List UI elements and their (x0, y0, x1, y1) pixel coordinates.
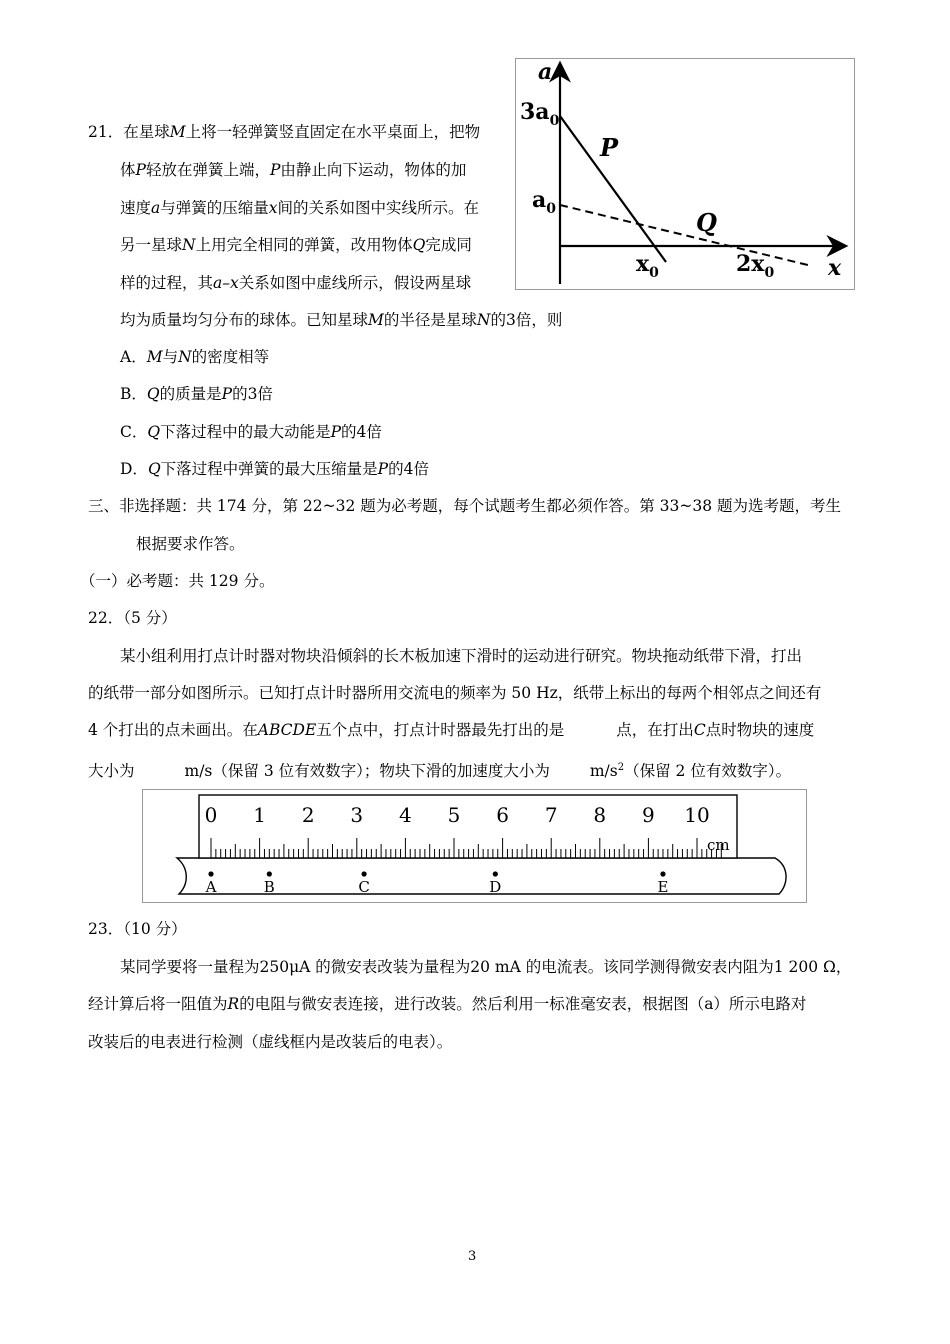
curve-q-dashed (560, 205, 812, 266)
ruler-body (199, 795, 737, 858)
q21-option-b: B．Q的质量是P的3倍 (120, 385, 273, 403)
tape-point-label: E (657, 878, 669, 896)
tape-point-d (493, 871, 498, 876)
q21-option-c: C．Q下落过程中的最大动能是P的4倍 (120, 423, 382, 441)
ruler-number: 6 (496, 803, 509, 827)
ruler-tape-figure (142, 789, 807, 903)
q21-line-4: 另一星球N上用完全相同的弹簧，改用物体Q完成同 (120, 236, 472, 254)
x-tick-x0: $x_0$ (636, 251, 659, 281)
tape-point-label: A (205, 878, 217, 896)
q22-line-2: 的纸带一部分如图所示。已知打点计时器所用交流电的频率为 50 Hz，纸带上标出的每两个相邻点之间还有 (88, 684, 822, 702)
q23-line-1: 某同学要将一量程为250μA 的微安表改装为量程为20 mA 的电流表。该同学测得微安表内阻为1 200 Ω， (120, 958, 852, 976)
q21-line-5: 样的过程，其a–x关系如图中虚线所示，假设两星球 (120, 274, 472, 292)
tape-point-label: C (358, 878, 370, 896)
q22-line-4: 大小为 m/s（保留 3 位有效数字）；物块下滑的加速度大小为 $m/s^2$（保留 2 位有效数字）。 (88, 762, 792, 781)
q21-line-3: 速度a与弹簧的压缩量x间的关系如图中实线所示。在 (120, 199, 480, 217)
q23-line-3: 改装后的电表进行检测（虚线框内是改装后的电表）。 (88, 1033, 453, 1051)
ruler-number: 9 (642, 803, 655, 827)
curve-p-label: P (600, 133, 619, 162)
ruler-number: 3 (350, 803, 364, 827)
tape-point-c (361, 871, 366, 876)
ruler-number: 10 (684, 803, 710, 827)
y-tick-a0: $a_0$ (532, 187, 557, 217)
q21-line-1: 21．在星球M上将一轻弹簧竖直固定在水平桌面上，把物 (88, 123, 481, 141)
q23-line-2: 经计算后将一阻值为R的电阻与微安表连接，进行改装。然后利用一标准毫安表，根据图（a）所示电路对 (88, 995, 807, 1013)
q21-option-a: A．M与N的密度相等 (120, 348, 270, 366)
tape-point-label: B (263, 878, 275, 896)
q21-line-6: 均为质量均匀分布的球体。已知星球M的半径是星球N的3倍，则 (120, 311, 563, 329)
section3-line-1: 三、非选择题：共 174 分，第 22~32 题为必考题，每个试题考生都必须作答。第 33~38 题为选考题，考生 (88, 497, 842, 515)
ruler-number: 7 (544, 803, 558, 827)
x-tick-2x0: $2x_0$ (736, 251, 775, 281)
q21-number: 21． (88, 123, 124, 141)
tape-point-b (267, 871, 272, 876)
y-axis-label: a (538, 59, 553, 85)
ruler-number: 5 (447, 803, 461, 827)
q22-line-1: 某小组利用打点计时器对物块沿倾斜的长木板加速下滑时的运动进行研究。物块拖动纸带下滑，打出 (120, 647, 803, 665)
ruler-number: 2 (301, 803, 315, 827)
ruler-number: 1 (253, 803, 266, 827)
y-tick-3a0: $3a_0$ (520, 99, 560, 129)
q23-header: 23．（10 分） (88, 920, 187, 938)
tape-point-label: D (489, 878, 502, 896)
q22-line-3: 4 个打出的点未画出。在ABCDE五个点中，打点计时器最先打出的是 点，在打出C点时物块的速度 (88, 721, 815, 739)
section3-line-2: 根据要求作答。 (136, 535, 245, 553)
q21-option-d: D．Q下落过程中弹簧的最大压缩量是P的4倍 (120, 460, 429, 478)
tape-point-e (660, 871, 665, 876)
acceleration-compression-graph (515, 58, 855, 290)
tape-point-a (208, 871, 213, 876)
q22-header: 22．（5 分） (88, 609, 177, 627)
ruler-number: 8 (593, 803, 607, 827)
curve-q-label: Q (696, 208, 717, 237)
ruler-number: 0 (204, 803, 218, 827)
q21-line-2: 体P轻放在弹簧上端，P由静止向下运动，物体的加 (120, 161, 467, 179)
ruler-unit: cm (707, 836, 730, 854)
section3-subheading: （一）必考题：共 129 分。 (80, 572, 275, 590)
ruler-number: 4 (399, 803, 412, 827)
x-axis-label: x (828, 255, 842, 281)
page-number: 3 (468, 1249, 477, 1264)
